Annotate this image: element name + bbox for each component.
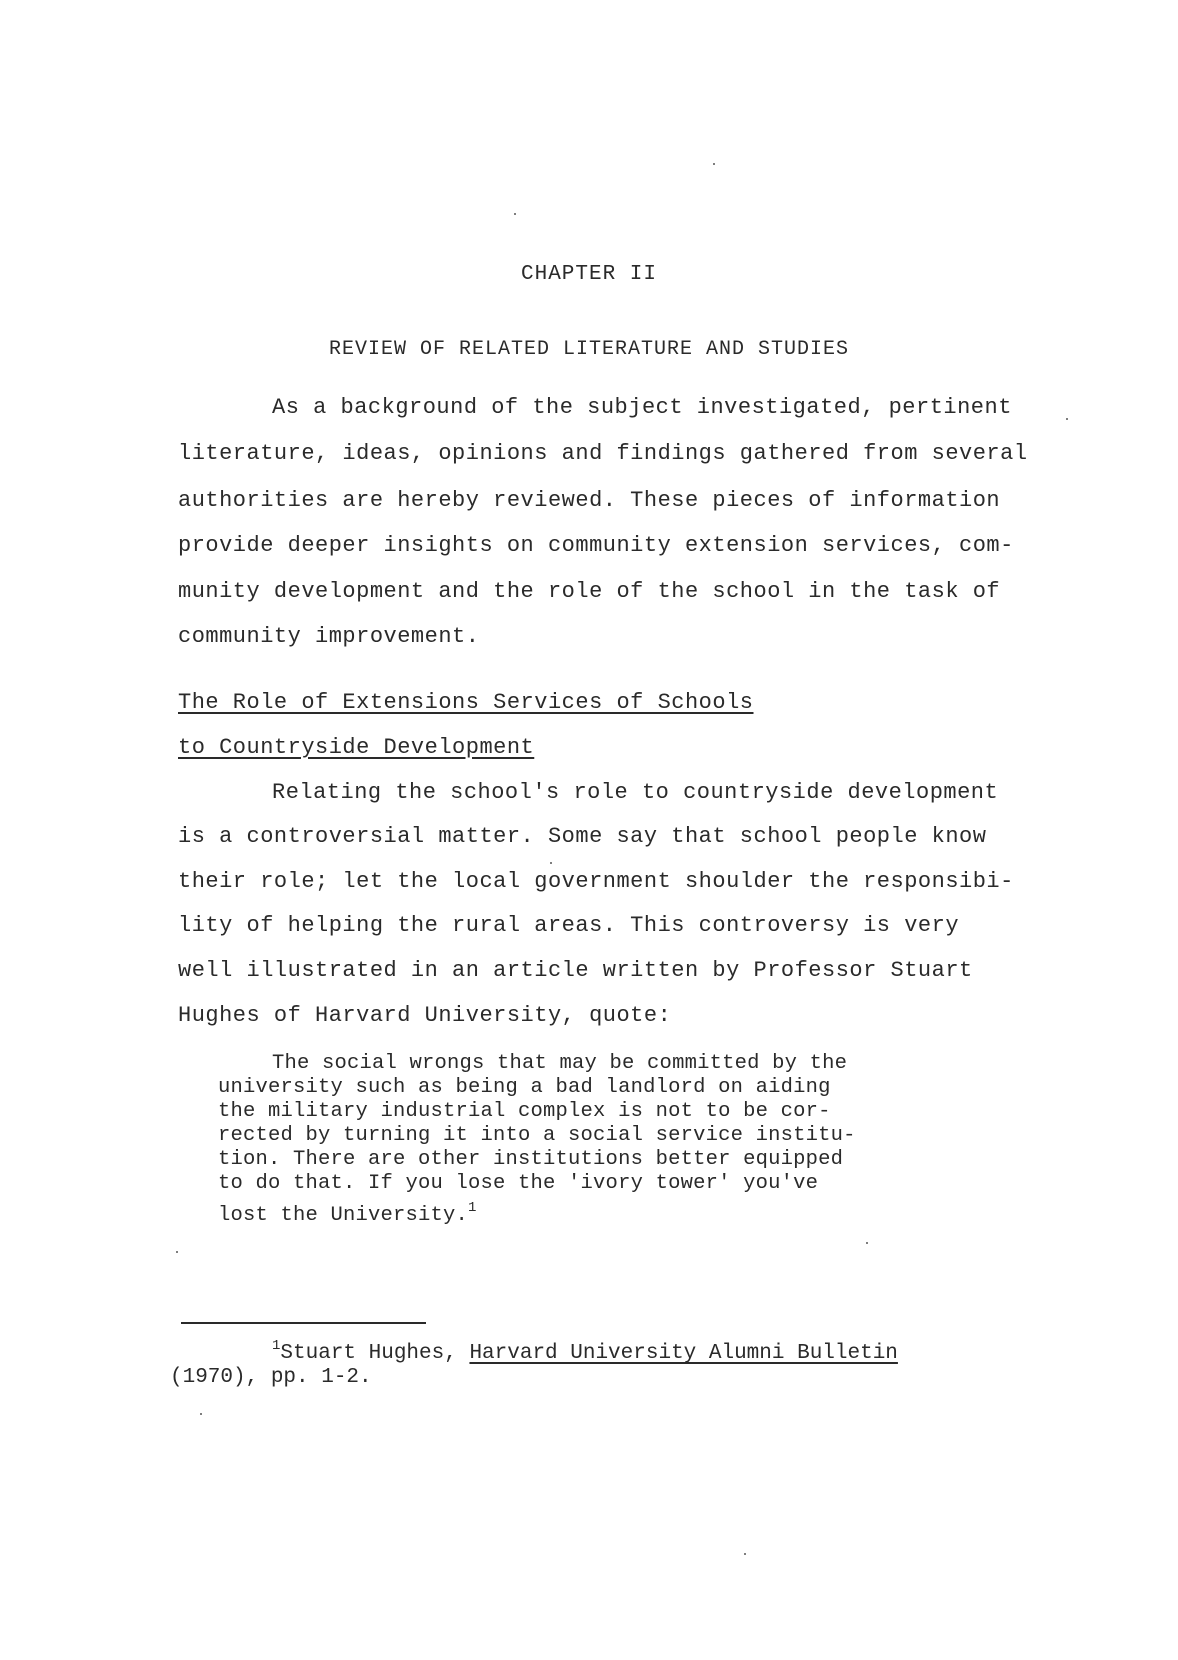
scan-speck bbox=[550, 862, 552, 864]
scan-speck bbox=[1066, 418, 1068, 420]
intro-line-3: authorities are hereby reviewed. These pieces of information bbox=[178, 488, 1001, 513]
section-line-6: Hughes of Harvard University, quote: bbox=[178, 1003, 672, 1028]
section-heading-line-2: to Countryside Development bbox=[178, 735, 535, 760]
intro-line-5: munity development and the role of the school in the task of bbox=[178, 579, 1001, 604]
intro-line-6: community improvement. bbox=[178, 624, 480, 649]
quote-line-4: rected by turning it into a social service institu- bbox=[218, 1124, 856, 1147]
quote-last-text: lost the University. bbox=[218, 1204, 469, 1227]
quote-line-1: The social wrongs that may be committed by the bbox=[272, 1052, 848, 1075]
quote-line-2: university such as being a bad landlord on aiding bbox=[218, 1076, 831, 1099]
intro-line-1: As a background of the subject investigated, pertinent bbox=[272, 395, 1012, 420]
footnote-divider bbox=[181, 1322, 426, 1324]
scan-speck bbox=[866, 1242, 868, 1244]
footnote-line-2: (1970), pp. 1-2. bbox=[170, 1366, 372, 1389]
intro-line-2: literature, ideas, opinions and findings gathered from several bbox=[178, 441, 1028, 466]
section-line-3: their role; let the local government shoulder the responsibi- bbox=[178, 869, 1014, 894]
section-heading-line-1: The Role of Extensions Services of Schools bbox=[178, 690, 754, 715]
chapter-title: REVIEW OF RELATED LITERATURE AND STUDIES bbox=[328, 338, 850, 361]
chapter-heading: CHAPTER II bbox=[520, 263, 658, 286]
quote-line-3: the military industrial complex is not to be cor- bbox=[218, 1100, 831, 1123]
section-line-5: well illustrated in an article written by Professor Stuart bbox=[178, 958, 973, 983]
quote-line-6: to do that. If you lose the 'ivory tower' you've bbox=[218, 1172, 819, 1195]
scan-speck bbox=[744, 1553, 746, 1555]
section-line-2: is a controversial matter. Some say that school people know bbox=[178, 824, 987, 849]
scan-speck bbox=[200, 1413, 202, 1415]
section-line-4: lity of helping the rural areas. This controversy is very bbox=[178, 913, 960, 938]
scan-speck bbox=[514, 213, 516, 215]
footnote-source: Harvard University Alumni Bulletin bbox=[469, 1342, 898, 1365]
quote-line-5: tion. There are other institutions better equipped bbox=[218, 1148, 844, 1171]
scan-speck bbox=[713, 163, 715, 165]
footnote-author: Stuart Hughes, bbox=[280, 1342, 470, 1365]
scan-speck bbox=[176, 1251, 178, 1253]
footnote-line-1 bbox=[272, 1338, 898, 1365]
section-line-1: Relating the school's role to countryside development bbox=[272, 780, 999, 805]
quote-line-7 bbox=[218, 1196, 477, 1228]
footnote-mark: 1 bbox=[272, 1338, 281, 1354]
intro-line-4: provide deeper insights on community extension services, com- bbox=[178, 533, 1014, 558]
quote-footnote-mark: 1 bbox=[468, 1200, 477, 1216]
